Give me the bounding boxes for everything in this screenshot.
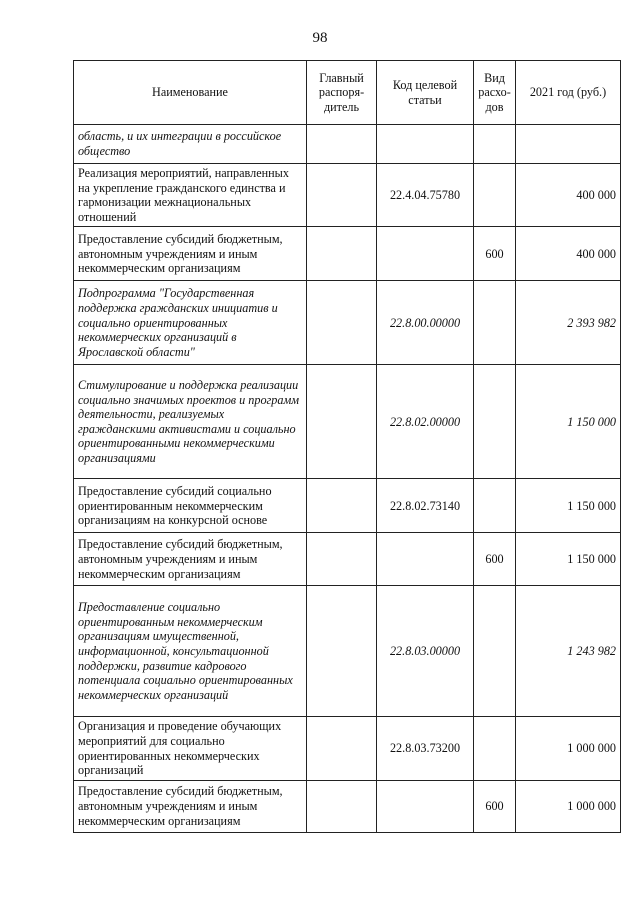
cell-kind: 600	[474, 533, 516, 586]
cell-amount: 1 243 982	[516, 586, 621, 717]
cell-kind	[474, 125, 516, 164]
cell-admin	[307, 365, 377, 479]
table-row	[74, 479, 621, 533]
cell-name: Подпрограмма "Государственная поддержка гражданских инициатив и социально ориентированных некоммерческих организаций в Ярославской области"	[74, 281, 307, 365]
cell-kind: 600	[474, 780, 516, 832]
cell-kind	[474, 717, 516, 780]
cell-amount: 1 150 000	[516, 479, 621, 533]
cell-name: Предоставление субсидий бюджетным, автономным учреждениям и иным некоммерческим организациям	[74, 533, 307, 586]
cell-name: область, и их интеграции в российское общество	[74, 125, 307, 164]
header-amount: 2021 год (руб.)	[516, 61, 621, 125]
table-row	[74, 533, 621, 586]
header-name: Наименование	[74, 61, 307, 125]
cell-code	[377, 227, 474, 281]
cell-kind: 600	[474, 227, 516, 281]
cell-admin	[307, 717, 377, 780]
cell-amount: 1 150 000	[516, 533, 621, 586]
cell-name: Предоставление субсидий бюджетным, автономным учреждениям и иным некоммерческим организациям	[74, 780, 307, 832]
table-body	[74, 125, 621, 833]
cell-code: 22.8.00.00000	[377, 281, 474, 365]
table-row	[74, 717, 621, 780]
cell-kind	[474, 164, 516, 227]
cell-kind	[474, 281, 516, 365]
cell-name: Предоставление социально ориентированным некоммерческим организациям имущественной, информационной, консультационной поддержки, развитие кадрового потенциала социально ориентированных некоммерческих организаций	[74, 586, 307, 717]
cell-admin	[307, 533, 377, 586]
cell-admin	[307, 164, 377, 227]
table-header-row	[74, 61, 621, 125]
cell-admin	[307, 281, 377, 365]
cell-amount: 400 000	[516, 227, 621, 281]
cell-kind	[474, 365, 516, 479]
cell-admin	[307, 479, 377, 533]
cell-code	[377, 533, 474, 586]
header-code: Код целевой статьи	[377, 61, 474, 125]
cell-amount: 1 000 000	[516, 780, 621, 832]
header-admin: Главный распоря- дитель	[307, 61, 377, 125]
table-row	[74, 281, 621, 365]
cell-code: 22.8.03.73200	[377, 717, 474, 780]
cell-name: Предоставление субсидий социально ориентированным некоммерческим организациям на конкурсной основе	[74, 479, 307, 533]
cell-name: Стимулирование и поддержка реализации социально значимых проектов и программ деятельности, реализуемых гражданскими активистами и социально ориентированными некоммерческими организациями	[74, 365, 307, 479]
cell-amount: 400 000	[516, 164, 621, 227]
cell-admin	[307, 227, 377, 281]
cell-admin	[307, 780, 377, 832]
table-row	[74, 586, 621, 717]
table-row	[74, 780, 621, 832]
table-row	[74, 125, 621, 164]
cell-name: Организация и проведение обучающих мероприятий для социально ориентированных некоммерческих организаций	[74, 717, 307, 780]
cell-code: 22.8.02.00000	[377, 365, 474, 479]
cell-code: 22.4.04.75780	[377, 164, 474, 227]
header-kind: Вид расхо- дов	[474, 61, 516, 125]
cell-kind	[474, 586, 516, 717]
cell-name: Предоставление субсидий бюджетным, автономным учреждениям и иным некоммерческим организациям	[74, 227, 307, 281]
cell-code	[377, 780, 474, 832]
cell-code: 22.8.03.00000	[377, 586, 474, 717]
page-number: 98	[312, 30, 328, 46]
cell-amount: 1 150 000	[516, 365, 621, 479]
table-row	[74, 227, 621, 281]
cell-amount	[516, 125, 621, 164]
cell-code	[377, 125, 474, 164]
cell-amount: 1 000 000	[516, 717, 621, 780]
cell-admin	[307, 125, 377, 164]
cell-code: 22.8.02.73140	[377, 479, 474, 533]
cell-name: Реализация мероприятий, направленных на укрепление гражданского единства и гармонизации межнациональных отношений	[74, 164, 307, 227]
table-row	[74, 365, 621, 479]
table-row	[74, 164, 621, 227]
budget-table	[73, 60, 621, 833]
cell-kind	[474, 479, 516, 533]
cell-amount: 2 393 982	[516, 281, 621, 365]
cell-admin	[307, 586, 377, 717]
